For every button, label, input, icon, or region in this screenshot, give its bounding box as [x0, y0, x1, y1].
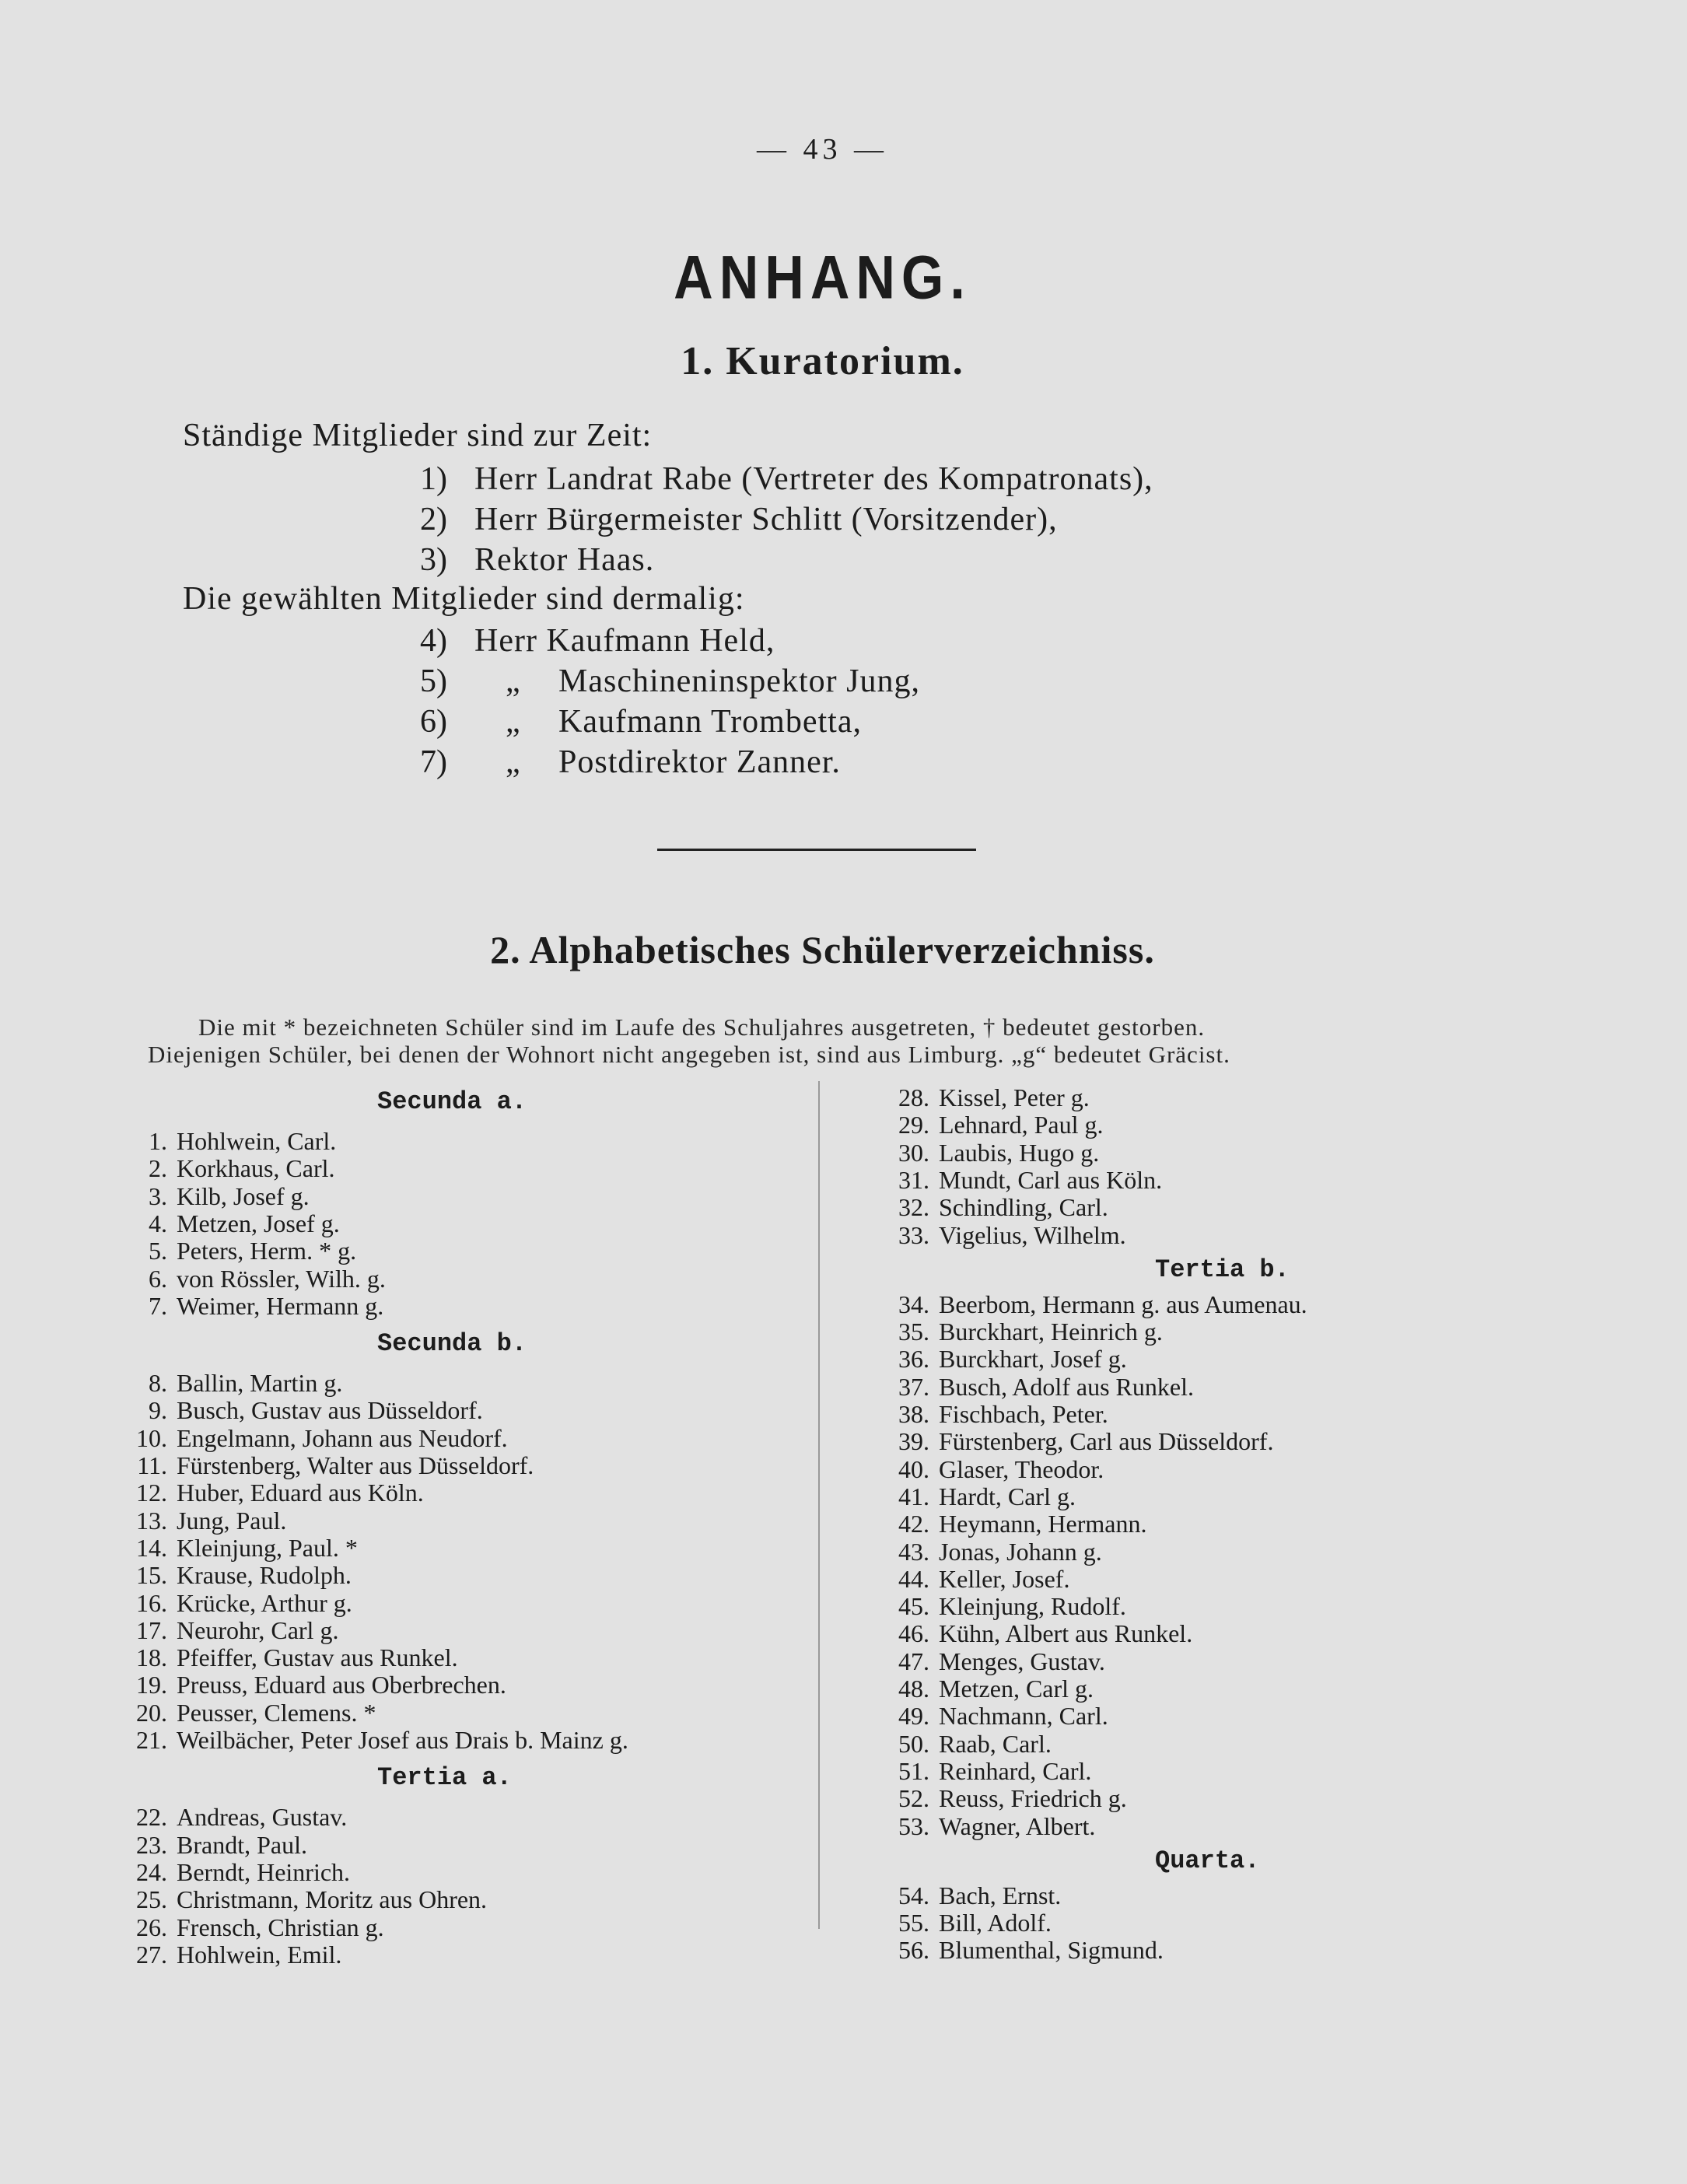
- class-heading: Secunda a.: [377, 1087, 527, 1116]
- student-entry: [121, 1804, 347, 1831]
- student-number: 30.: [898, 1138, 929, 1167]
- member-number: 6): [420, 704, 447, 740]
- student-number: 25.: [136, 1885, 167, 1914]
- student-name: Wagner, Albert.: [939, 1811, 1096, 1840]
- student-number: 21.: [136, 1726, 167, 1754]
- student-name: Lehnard, Paul g.: [939, 1111, 1104, 1139]
- student-entry: [121, 1479, 424, 1507]
- student-number: 53.: [898, 1811, 929, 1840]
- student-number: 31.: [898, 1165, 929, 1194]
- student-number: 47.: [898, 1647, 929, 1675]
- student-name: Kissel, Peter g.: [939, 1083, 1090, 1111]
- student-number: 38.: [898, 1400, 929, 1428]
- student-number: 54.: [898, 1881, 929, 1909]
- student-number: 19.: [136, 1671, 167, 1699]
- student-name: Hardt, Carl g.: [939, 1482, 1076, 1510]
- student-number: 20.: [136, 1698, 167, 1727]
- student-entry: [883, 1456, 1104, 1483]
- student-entry: [121, 1886, 487, 1913]
- student-number: 35.: [898, 1318, 929, 1346]
- student-name: Brandt, Paul.: [177, 1830, 307, 1859]
- member-number: 5): [420, 663, 447, 699]
- student-name: Blumenthal, Sigmund.: [939, 1936, 1164, 1965]
- intro-elected-members: Die gewählten Mitglieder sind dermalig:: [183, 581, 745, 617]
- student-number: 49.: [898, 1702, 929, 1731]
- student-name: Neurohr, Carl g.: [177, 1615, 339, 1644]
- student-number: 23.: [136, 1830, 167, 1859]
- student-name: Beerbom, Hermann g. aus Aumenau.: [939, 1290, 1307, 1318]
- member-number: 2): [420, 502, 447, 537]
- student-name: Huber, Eduard aus Köln.: [177, 1479, 424, 1507]
- student-name: Krause, Rudolph.: [177, 1561, 352, 1590]
- student-number: 27.: [136, 1940, 167, 1969]
- student-number: 37.: [898, 1372, 929, 1401]
- student-number: 5.: [149, 1237, 167, 1265]
- student-number: 51.: [898, 1756, 929, 1785]
- ditto-mark: „: [506, 663, 520, 699]
- student-entry: [121, 1832, 307, 1859]
- student-name: Keller, Josef.: [939, 1564, 1070, 1593]
- student-number: 41.: [898, 1482, 929, 1510]
- student-entry: [121, 1265, 386, 1293]
- class-heading: Secunda b.: [377, 1329, 527, 1359]
- student-number: 22.: [136, 1803, 167, 1832]
- student-entry: [883, 1428, 1273, 1455]
- student-entry: [121, 1425, 508, 1452]
- student-number: 24.: [136, 1857, 167, 1886]
- student-entry: [121, 1699, 376, 1727]
- student-name: Raab, Carl.: [939, 1729, 1052, 1758]
- student-entry: [121, 1155, 335, 1182]
- student-entry: [883, 1593, 1126, 1620]
- student-entry: [121, 1237, 356, 1265]
- section-divider-rule: [657, 849, 976, 851]
- student-entry: [121, 1590, 352, 1617]
- student-name: Metzen, Carl g.: [939, 1675, 1094, 1703]
- student-entry: [121, 1859, 350, 1886]
- member-number: 4): [420, 623, 447, 659]
- student-entry: [883, 1510, 1146, 1538]
- student-entry: [883, 1882, 1061, 1909]
- student-entry: [121, 1210, 340, 1237]
- student-name: Burckhart, Josef g.: [939, 1345, 1127, 1374]
- student-entry: [883, 1937, 1164, 1964]
- page-title: ANHANG.: [674, 243, 971, 312]
- student-number: 13.: [136, 1506, 167, 1535]
- student-entry: [883, 1566, 1069, 1593]
- student-entry: [121, 1370, 342, 1397]
- member-entry: Herr Kaufmann Held,: [474, 623, 775, 659]
- student-entry: [121, 1293, 383, 1320]
- student-number: 45.: [898, 1592, 929, 1621]
- student-name: Hohlwein, Emil.: [177, 1940, 342, 1969]
- column-divider: [818, 1081, 820, 1929]
- student-number: 10.: [136, 1423, 167, 1452]
- member-number: 7): [420, 744, 447, 780]
- student-number: 34.: [898, 1290, 929, 1318]
- student-entry: [121, 1914, 384, 1941]
- student-entry: [883, 1785, 1127, 1812]
- student-name: Nachmann, Carl.: [939, 1702, 1108, 1731]
- student-name: Weilbächer, Peter Josef aus Drais b. Mainz g.: [177, 1726, 628, 1754]
- student-name: Glaser, Theodor.: [939, 1454, 1104, 1483]
- member-entry: Maschineninspektor Jung,: [558, 663, 920, 699]
- student-name: Mundt, Carl aus Köln.: [939, 1165, 1163, 1194]
- student-number: 1.: [149, 1127, 167, 1155]
- section-heading-kuratorium: 1. Kuratorium.: [681, 339, 964, 383]
- student-number: 6.: [149, 1264, 167, 1293]
- student-entry: [121, 1562, 352, 1589]
- student-entry: [883, 1620, 1192, 1647]
- student-name: Frensch, Christian g.: [177, 1913, 384, 1941]
- student-entry: [883, 1194, 1108, 1221]
- student-entry: [883, 1139, 1099, 1167]
- student-number: 11.: [137, 1451, 167, 1479]
- member-entry: Postdirektor Zanner.: [558, 744, 841, 780]
- student-name: Kilb, Josef g.: [177, 1181, 310, 1210]
- student-entry: [121, 1128, 336, 1155]
- student-number: 8.: [149, 1369, 167, 1398]
- student-number: 46.: [898, 1619, 929, 1648]
- member-entry: Rektor Haas.: [474, 542, 655, 578]
- student-number: 9.: [149, 1396, 167, 1425]
- student-number: 40.: [898, 1454, 929, 1483]
- student-name: Fürstenberg, Walter aus Düsseldorf.: [177, 1451, 534, 1479]
- ditto-mark: „: [506, 704, 520, 740]
- member-entry: Herr Landrat Rabe (Vertreter des Kompatronats),: [474, 461, 1153, 497]
- student-name: Jonas, Johann g.: [939, 1537, 1102, 1566]
- student-name: Ballin, Martin g.: [177, 1369, 343, 1398]
- student-number: 42.: [898, 1510, 929, 1538]
- student-name: Vigelius, Wilhelm.: [939, 1220, 1126, 1249]
- student-name: Preuss, Eduard aus Oberbrechen.: [177, 1671, 506, 1699]
- student-name: von Rössler, Wilh. g.: [177, 1264, 386, 1293]
- student-entry: [883, 1346, 1127, 1373]
- student-number: 33.: [898, 1220, 929, 1249]
- student-name: Busch, Adolf aus Runkel.: [939, 1372, 1194, 1401]
- student-entry: [883, 1318, 1163, 1346]
- student-number: 18.: [136, 1643, 167, 1672]
- student-number: 26.: [136, 1913, 167, 1941]
- student-name: Peters, Herm. * g.: [177, 1237, 357, 1265]
- student-entry: [883, 1374, 1194, 1401]
- student-number: 56.: [898, 1936, 929, 1965]
- student-entry: [121, 1727, 628, 1754]
- student-name: Fürstenberg, Carl aus Düsseldorf.: [939, 1427, 1274, 1456]
- student-name: Metzen, Josef g.: [177, 1209, 340, 1237]
- student-entry: [883, 1813, 1095, 1840]
- student-number: 36.: [898, 1345, 929, 1374]
- student-number: 7.: [149, 1291, 167, 1320]
- student-entry: [121, 1452, 534, 1479]
- student-entry: [883, 1111, 1104, 1139]
- student-number: 39.: [898, 1427, 929, 1456]
- member-entry: Herr Bürgermeister Schlitt (Vorsitzender),: [474, 502, 1058, 537]
- student-name: Laubis, Hugo g.: [939, 1138, 1100, 1167]
- student-entry: [883, 1758, 1091, 1785]
- member-number: 1): [420, 461, 447, 497]
- student-entry: [121, 1535, 358, 1562]
- student-name: Busch, Gustav aus Düsseldorf.: [177, 1396, 483, 1425]
- student-number: 28.: [898, 1083, 929, 1111]
- student-number: 29.: [898, 1111, 929, 1139]
- student-number: 43.: [898, 1537, 929, 1566]
- class-heading: Tertia b.: [1155, 1255, 1290, 1284]
- class-heading: Quarta.: [1155, 1846, 1260, 1875]
- student-entry: [883, 1703, 1108, 1730]
- student-number: 16.: [136, 1588, 167, 1617]
- student-name: Fischbach, Peter.: [939, 1400, 1108, 1428]
- student-entry: [121, 1183, 310, 1210]
- student-name: Jung, Paul.: [177, 1506, 287, 1535]
- student-number: 48.: [898, 1675, 929, 1703]
- student-name: Krücke, Arthur g.: [177, 1588, 352, 1617]
- member-entry: Kaufmann Trombetta,: [558, 704, 862, 740]
- student-entry: [883, 1483, 1076, 1510]
- student-name: Andreas, Gustav.: [177, 1803, 348, 1832]
- student-number: 12.: [136, 1479, 167, 1507]
- student-name: Korkhaus, Carl.: [177, 1154, 335, 1183]
- student-name: Engelmann, Johann aus Neudorf.: [177, 1423, 508, 1452]
- student-entry: [121, 1941, 341, 1969]
- student-name: Weimer, Hermann g.: [177, 1291, 384, 1320]
- student-name: Heymann, Hermann.: [939, 1510, 1147, 1538]
- student-name: Christmann, Moritz aus Ohren.: [177, 1885, 488, 1914]
- student-name: Kleinjung, Rudolf.: [939, 1592, 1126, 1621]
- student-name: Menges, Gustav.: [939, 1647, 1105, 1675]
- section-heading-schuelerverzeichniss: 2. Alphabetisches Schülerverzeichniss.: [490, 928, 1155, 971]
- student-name: Kleinjung, Paul. *: [177, 1533, 358, 1562]
- student-entry: [883, 1538, 1102, 1566]
- student-entry: [883, 1731, 1052, 1758]
- student-number: 55.: [898, 1909, 929, 1937]
- student-name: Reuss, Friedrich g.: [939, 1784, 1127, 1813]
- student-entry: [883, 1084, 1090, 1111]
- student-name: Kühn, Albert aus Runkel.: [939, 1619, 1193, 1648]
- student-entry: [883, 1167, 1162, 1194]
- student-entry: [883, 1222, 1126, 1249]
- student-number: 32.: [898, 1193, 929, 1222]
- legend-note-line-2: Diejenigen Schüler, bei denen der Wohnort nicht angegeben ist, sind aus Limburg. „g“ bedeutet Gräcist.: [148, 1041, 1230, 1068]
- student-entry: [883, 1675, 1094, 1703]
- student-name: Berndt, Heinrich.: [177, 1857, 351, 1886]
- student-name: Hohlwein, Carl.: [177, 1127, 337, 1155]
- student-name: Burckhart, Heinrich g.: [939, 1318, 1163, 1346]
- student-number: 2.: [149, 1154, 167, 1183]
- student-name: Bach, Ernst.: [939, 1881, 1062, 1909]
- student-number: 17.: [136, 1615, 167, 1644]
- student-number: 44.: [898, 1564, 929, 1593]
- class-heading: Tertia a.: [377, 1763, 512, 1793]
- ditto-mark: „: [506, 744, 520, 780]
- student-number: 4.: [149, 1209, 167, 1237]
- student-entry: [121, 1397, 483, 1424]
- student-entry: [121, 1507, 286, 1535]
- intro-permanent-members: Ständige Mitglieder sind zur Zeit:: [183, 418, 653, 453]
- student-name: Bill, Adolf.: [939, 1909, 1052, 1937]
- student-name: Reinhard, Carl.: [939, 1756, 1092, 1785]
- student-entry: [121, 1671, 506, 1699]
- page-number: — 43 —: [757, 133, 888, 166]
- student-name: Peusser, Clemens. *: [177, 1698, 376, 1727]
- student-entry: [883, 1291, 1307, 1318]
- student-entry: [883, 1909, 1052, 1937]
- student-number: 52.: [898, 1784, 929, 1813]
- student-number: 14.: [136, 1533, 167, 1562]
- student-number: 15.: [136, 1561, 167, 1590]
- student-entry: [883, 1401, 1108, 1428]
- student-name: Pfeiffer, Gustav aus Runkel.: [177, 1643, 458, 1672]
- legend-note-line-1: Die mit * bezeichneten Schüler sind im Laufe des Schuljahres ausgetreten, † bedeutet gestorben.: [198, 1013, 1206, 1041]
- student-number: 50.: [898, 1729, 929, 1758]
- student-entry: [121, 1644, 458, 1671]
- student-entry: [883, 1648, 1105, 1675]
- student-number: 3.: [149, 1181, 167, 1210]
- student-name: Schindling, Carl.: [939, 1193, 1108, 1222]
- student-entry: [121, 1617, 338, 1644]
- member-number: 3): [420, 542, 447, 578]
